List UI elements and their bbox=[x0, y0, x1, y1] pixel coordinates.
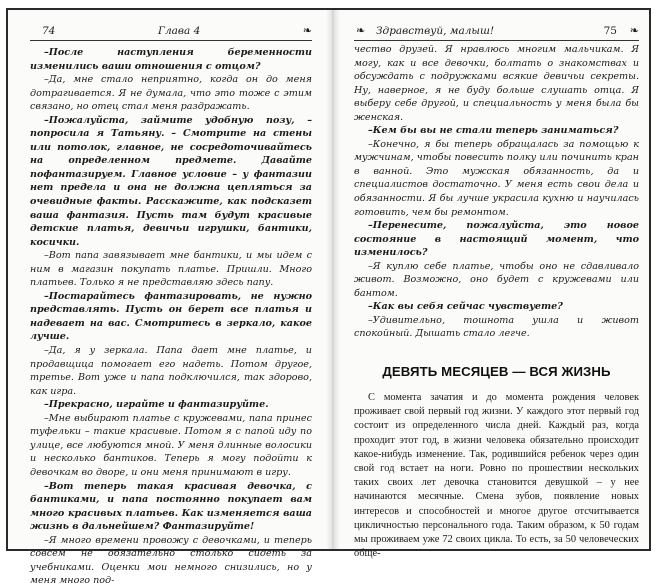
question-text: –После наступления беременности изменились ваши отношения с отцом? bbox=[30, 47, 312, 72]
body-paragraph: С момента зачатия и до момента рождения человек проживает свой первый год жизни. У каждого этот первый год состоит из определенного числа дней. Каждый раз, когда проходит этот год, в жизни человека обязательно происходит какое-нибудь изменение. Так, родившийся ребенок через один свой год встает на ноги. Ровно по прошествии нескольких таких своих лет девочка становится девушкой – у нее начинаются месячные. Смена зубов, появление новых интересов и способностей и многое другое отсчитывается цикличностью персонального года. Таким образом, к 50 годам мы проживаем уже 72 своих цикла. То есть, за 50 человеческих обще- bbox=[354, 392, 639, 560]
right-ornament-right-icon: ❧ bbox=[629, 24, 639, 37]
dialogue-paragraph bbox=[354, 138, 639, 219]
question-text: –Пожалуйста, займите удобную позу, – попросила я Татьяну. – Смотрите на стены или потолок, главное, не сосредоточивайтесь на определенном предмете. Давайте пофантазируем. Главное условие – у фантазии нет предела и она не должна цепляться за очевидные факты. Расскажите, как подсказет ваша фантазия. Пусть там будут красивые детские платья, девичьи игрушки, бантики, косички. bbox=[30, 114, 312, 248]
dialogue-paragraph bbox=[30, 534, 312, 588]
dialogue-paragraph bbox=[30, 290, 312, 344]
question-text: –Перенесите, пожалуйста, это новое состояние в настоящий момент, что изменилось? bbox=[354, 220, 639, 259]
dialogue-paragraph bbox=[30, 344, 312, 398]
section-title: ДЕВЯТЬ МЕСЯЦЕВ — ВСЯ ЖИЗНЬ bbox=[382, 364, 611, 380]
continuation-paragraph: чество друзей. Я нравлюсь многим мальчикам. Я могу, как и все девочки, болтать о знакомствах и обсуждать с подружками всякие девичьи секреты. Ну, наверное, я не буду больше слушать отца. Я выберу себе другой, и специальность у меня была бы женская. bbox=[354, 44, 639, 123]
right-page-dialogue bbox=[354, 43, 639, 341]
answer-text: –Да, мне стало неприятно, когда он до меня дотрагивается. Я не думала, что это тоже с этим связано, но отец стал меня раздражать. bbox=[30, 74, 312, 113]
right-page bbox=[338, 10, 649, 560]
question-text: –Как вы себя сейчас чувствуете? bbox=[368, 301, 563, 313]
section-body bbox=[354, 391, 639, 561]
answer-text: –Я много времени провожу с девочками, и теперь совсем не обязательно столько сидеть за учебниками. Оценки мои немного снизились, но у меня много под- bbox=[30, 534, 312, 587]
left-page-dialogue bbox=[30, 46, 312, 588]
answer-text: –Вот папа завязывает мне бантики, и мы идем с ним в магазин покупать платье. Пришли. Много платьев. Только я не представляю здесь папу. bbox=[30, 250, 312, 289]
dialogue-paragraph bbox=[30, 46, 312, 73]
answer-text: –Я куплю себе платье, чтобы оно не сдавливало живот. Возможно, оно будет с кружевами или бантом. bbox=[354, 260, 639, 299]
dialogue-paragraph bbox=[30, 412, 312, 480]
dialogue-paragraph bbox=[354, 314, 639, 341]
dialogue-paragraph bbox=[30, 249, 312, 290]
left-page bbox=[8, 10, 328, 587]
right-page-number: 75 bbox=[603, 25, 617, 37]
answer-text: –Конечно, я бы теперь обращалась за помощью к мужчинам, чтобы повесить полку или починить кран в ванной. Это мужская обязанность, да и специалистов достаточно. У меня есть свои дела и обязанности. Я бы лучше украсила кухню и научилась готовить, чем бы ремонтом. bbox=[354, 138, 639, 218]
left-page-header bbox=[30, 24, 312, 41]
question-text: –Постарайтесь фантазировать, не нужно представлять. Пусть он берет все платья и надевает на вас. Смотритесь в зеркало, какое лучше. bbox=[30, 290, 312, 343]
dialogue-paragraph bbox=[354, 219, 639, 260]
left-running-head: Глава 4 bbox=[158, 25, 201, 37]
dialogue-paragraph bbox=[354, 124, 639, 138]
book-spread bbox=[6, 8, 651, 587]
dialogue-paragraph bbox=[30, 73, 312, 114]
dialogue-paragraph bbox=[30, 114, 312, 249]
right-page-header bbox=[354, 24, 639, 41]
right-ornament-left-icon: ❧ bbox=[356, 24, 366, 37]
answer-text: –Удивительно, тошнота ушла и живот спокойный. Дышать стало легче. bbox=[354, 314, 639, 340]
question-text: –Кем бы вы не стали теперь заниматься? bbox=[368, 125, 619, 137]
dialogue-paragraph bbox=[354, 300, 639, 314]
dialogue-paragraph bbox=[30, 398, 312, 412]
question-text: –Прекрасно, играйте и фантазируйте. bbox=[44, 399, 269, 411]
left-page-number: 74 bbox=[42, 25, 56, 37]
dialogue-paragraph bbox=[354, 260, 639, 301]
dialogue-paragraph bbox=[30, 480, 312, 534]
answer-text: –Мне выбирают платье с кружевами, папа принес туфельки – такие красивые. Потом я с папой иду по улице, все любуются мной. У меня длинные волосики и несколько бантиков. Теперь я могу подойти к девочкам во дворе, и они меня принимают в игру. bbox=[30, 412, 312, 478]
question-text: –Вот теперь такая красивая девочка, с бантиками, и папа постоянно покупает вам много красивых платьев. Как изменяется ваша жизнь в дальнейшем? Фантазируйте! bbox=[30, 480, 312, 533]
right-running-head: Здравствуй, малыш! bbox=[376, 25, 495, 37]
left-ornament-icon: ❧ bbox=[302, 24, 312, 37]
answer-text: –Да, я у зеркала. Папа дает мне платье, и продавщица помогает его надеть. Потом другое, третье. Вот уже и папа подключился, так здорово, как игра. bbox=[30, 345, 312, 397]
